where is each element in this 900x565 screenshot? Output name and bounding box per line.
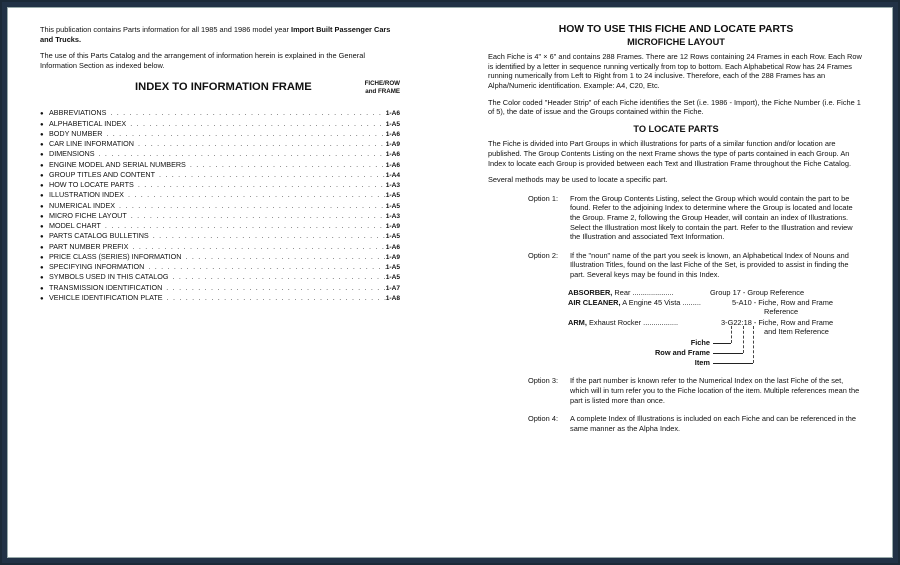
bullet-icon: ● [40, 162, 44, 169]
key-row-frame-connector [743, 326, 744, 353]
index-example [568, 288, 864, 368]
leader-dots [155, 170, 386, 180]
bullet-icon: ● [40, 295, 44, 302]
index-item-frame: 1-A5 [385, 233, 400, 241]
index-item-frame: 1-A6 [385, 110, 400, 118]
column-header-line-2: and FRAME [365, 87, 400, 95]
bullet-icon: ● [40, 121, 44, 128]
index-item [40, 129, 400, 139]
key-item-line [713, 363, 753, 364]
example-3-noun: ARM, [568, 318, 587, 328]
option-1 [528, 194, 864, 242]
index-item-label: SYMBOLS USED IN THIS CATALOG [49, 272, 169, 282]
bullet-icon: ● [40, 244, 44, 251]
index-item [40, 293, 400, 303]
left-column [40, 25, 400, 303]
index-item [40, 231, 400, 241]
index-item-label: HOW TO LOCATE PARTS [49, 180, 134, 190]
index-item-label: CAR LINE INFORMATION [49, 139, 134, 149]
index-item [40, 149, 400, 159]
index-item [40, 108, 400, 118]
key-fiche-label: Fiche [690, 338, 710, 348]
index-list [40, 108, 400, 303]
key-item-label: Item [694, 358, 710, 368]
bullet-icon: ● [40, 234, 44, 241]
column-header-line-1: FICHE/ROW [364, 80, 400, 88]
index-item-frame: 1-A9 [385, 141, 400, 149]
index-item-frame: 1-A5 [385, 192, 400, 200]
example-1-ref: Group 17 - Group Reference [710, 288, 805, 298]
index-item-label: GROUP TITLES AND CONTENT [49, 169, 155, 179]
key-item-connector [753, 326, 754, 363]
index-item-frame: 1-A9 [385, 253, 400, 261]
index-item-label: ENGINE MODEL AND SERIAL NUMBERS [49, 159, 186, 169]
option-3-label: Option 3: [528, 376, 558, 386]
section-heading-layout: MICROFICHE LAYOUT [627, 36, 725, 47]
example-3-desc: Exhaust Rocker ................. [586, 318, 679, 328]
intro-paragraph-2: The use of this Parts Catalog and the arrangement of information herein is explained in the General Information Section as indexed below. [40, 51, 365, 70]
example-1-desc: Rear .................... [612, 288, 674, 298]
index-item-label: MODEL CHART [49, 221, 101, 231]
index-item-label: PART NUMBER PREFIX [49, 241, 129, 251]
index-item [40, 221, 400, 231]
leader-dots [95, 149, 386, 159]
example-2-ref-cont: Reference [764, 307, 799, 317]
bullet-icon: ● [40, 152, 44, 159]
index-title: INDEX TO INFORMATION FRAME [135, 81, 312, 94]
option-2-label: Option 2: [528, 250, 558, 260]
bullet-icon: ● [40, 285, 44, 292]
bullet-icon: ● [40, 224, 44, 231]
index-item-frame: 1-A6 [385, 151, 400, 159]
outer-frame [2, 2, 898, 563]
option-4-text: A complete Index of Illustrations is included on each Fiche and can be referenced in the same manner as the Alpha Index. [570, 414, 856, 433]
index-item [40, 283, 400, 293]
index-item-frame: 1-A3 [385, 212, 400, 220]
option-2-text: If the "noun" name of the part you seek is known, an Alphabetical Index of Nouns and Illustration Titles, found on the last Fiche of the Set, is provided to assist in finding the part. Several keys may be found in this Index. [570, 250, 849, 279]
index-item [40, 201, 400, 211]
bullet-icon: ● [40, 131, 44, 138]
layout-paragraph: Each Fiche is 4" × 6" and contains 288 Frames. There are 12 Rows containing 24 Frames in each Row. Each Row is identified by a letter in sequence running vertically from top to bottom. Each Alphabetical Row has 24 Frames running numerically from Left to Right from 1 to 24 inclusive. Therefore, each of the 288 Frames has an Alpha/Numeric identification. Example: A4, C20, Etc. [488, 52, 862, 90]
index-item-frame: 1-A5 [385, 264, 400, 272]
leader-dots [127, 211, 386, 221]
bullet-icon: ● [40, 213, 44, 220]
index-item [40, 180, 400, 190]
index-item-label: ALPHABETICAL INDEX [49, 118, 127, 128]
leader-dots [124, 190, 386, 200]
bullet-icon: ● [40, 142, 44, 149]
leader-dots [102, 129, 385, 139]
index-item [40, 139, 400, 149]
index-item-label: PRICE CLASS (SERIES) INFORMATION [49, 251, 182, 261]
index-item-label: NUMERICAL INDEX [49, 200, 116, 210]
leader-dots [162, 283, 385, 293]
option-4 [528, 414, 864, 433]
leader-dots [106, 108, 385, 118]
index-header [40, 80, 400, 108]
leader-dots [101, 221, 386, 231]
key-fiche-line [713, 343, 731, 344]
bullet-icon: ● [40, 275, 44, 282]
intro-paragraph [40, 25, 400, 44]
index-item-frame: 1-A5 [385, 274, 400, 282]
bullet-icon: ● [40, 111, 44, 118]
leader-dots [186, 160, 386, 170]
key-row-frame-line [713, 353, 743, 354]
header-strip-paragraph: The Color coded "Header Strip" of each Fiche identifies the Set (i.e. 1986 - Import), the Fiche Number (i.e. Fiche 1 of 5), the date of issue and the Groups contained within the Fiche. [488, 97, 861, 117]
leader-dots [168, 272, 385, 282]
index-item-label: SPECIFYING INFORMATION [49, 262, 145, 272]
right-column [488, 25, 864, 442]
index-item [40, 170, 400, 180]
bullet-icon: ● [40, 183, 44, 190]
index-item [40, 262, 400, 272]
bullet-icon: ● [40, 203, 44, 210]
index-item-label: BODY NUMBER [49, 128, 103, 138]
locate-paragraph: The Fiche is divided into Part Groups in which illustrations for parts of a similar function and/or location are published. The Group Contents Listing on the next Frame shows the type of parts contained in each Group. An Index to locate each Group is provided between each Text and Illustration Frame throughout the Fiche Catalog. [488, 139, 852, 168]
example-2-desc: A Engine 45 Vista ......... [620, 298, 701, 308]
bullet-icon: ● [40, 193, 44, 200]
option-3-text: If the part number is known refer to the Numerical Index on the last Fiche of the set, which will in turn refer you to the Fiche location of the item. Multiple references mean the part is listed more than once. [570, 376, 860, 405]
index-item [40, 272, 400, 282]
key-row-frame-label: Row and Frame [654, 348, 710, 358]
example-3-ref-cont: and Item Reference [764, 327, 829, 337]
index-item-frame: 1-A8 [385, 294, 400, 302]
index-item-frame: 1-A5 [385, 120, 400, 128]
option-4-label: Option 4: [528, 414, 558, 424]
index-item-label: TRANSMISSION IDENTIFICATION [49, 282, 163, 292]
bullet-icon: ● [40, 265, 44, 272]
index-item-label: DIMENSIONS [49, 149, 95, 159]
page-title: HOW TO USE THIS FICHE AND LOCATE PARTS [558, 24, 794, 35]
methods-paragraph: Several methods may be used to locate a specific part. [488, 175, 668, 185]
index-item-frame: 1-A6 [385, 243, 400, 251]
leader-dots [181, 252, 385, 262]
example-1-noun: ABSORBER, [568, 288, 613, 298]
fiche-page [7, 7, 893, 558]
leader-dots [144, 262, 385, 272]
index-column-header [365, 80, 400, 95]
bullet-icon: ● [40, 172, 44, 179]
example-row-2 [568, 298, 701, 308]
index-item-label: ABBREVIATIONS [49, 108, 107, 118]
option-1-label: Option 1: [528, 193, 558, 203]
index-item-frame: 1-A9 [385, 223, 400, 231]
index-item [40, 119, 400, 129]
example-row-3 [568, 318, 678, 328]
index-item-label: VEHICLE IDENTIFICATION PLATE [49, 292, 163, 302]
leader-dots [115, 201, 386, 211]
leader-dots [149, 231, 386, 241]
intro-bold-text: Import Built Passenger Cars and Trucks. [40, 25, 391, 44]
index-item [40, 190, 400, 200]
index-item [40, 211, 400, 221]
example-2-noun: AIR CLEANER, [568, 298, 621, 308]
example-row-1 [568, 288, 674, 298]
option-2 [528, 251, 864, 280]
leader-dots [163, 293, 386, 303]
key-fiche-connector [731, 326, 732, 343]
index-item-frame: 1-A3 [385, 182, 400, 190]
example-3-ref: 3-G22:18 - Fiche, Row and Frame [721, 318, 834, 328]
leader-dots [134, 180, 386, 190]
index-item-frame: 1-A4 [385, 171, 400, 179]
index-item-label: MICRO FICHE LAYOUT [49, 210, 127, 220]
index-item-frame: 1-A7 [385, 284, 400, 292]
index-item-frame: 1-A6 [385, 130, 400, 138]
example-2-ref: 5-A10 - Fiche, Row and Frame [732, 298, 834, 308]
intro-text: This publication contains Parts information for all 1985 and 1986 model year [40, 25, 289, 34]
leader-dots [134, 139, 386, 149]
index-item [40, 160, 400, 170]
index-item-label: ILLUSTRATION INDEX [49, 190, 124, 200]
section-heading-locate: TO LOCATE PARTS [633, 123, 719, 134]
index-item [40, 242, 400, 252]
leader-dots [128, 242, 385, 252]
index-item-frame: 1-A6 [385, 161, 400, 169]
option-1-text: From the Group Contents Listing, select the Group which would contain the part to be found. Refer to the adjoining Index to determine where the Group is located and locate the Group. Frame 2, following the Group Header, will contain an index of Illustrations. Select the Illustration most likely to contain the part. Refer to the Illustration and review the Illustration and associated Text Information. [570, 193, 853, 242]
index-item-frame: 1-A5 [385, 202, 400, 210]
bullet-icon: ● [40, 254, 44, 261]
option-3 [528, 376, 864, 405]
leader-dots [126, 119, 385, 129]
index-item-label: PARTS CATALOG BULLETINS [49, 231, 149, 241]
index-item [40, 252, 400, 262]
